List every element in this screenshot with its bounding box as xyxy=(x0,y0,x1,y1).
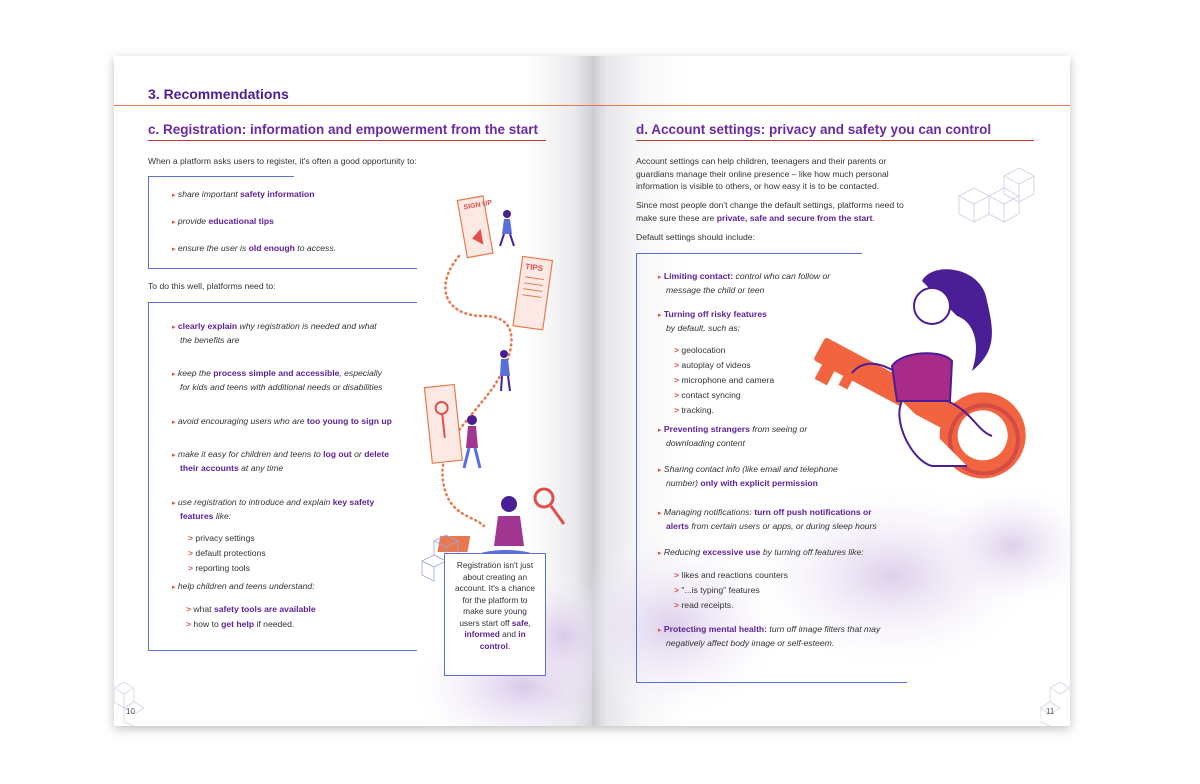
cube-decoration xyxy=(1040,682,1070,726)
sub-item: > tracking. xyxy=(674,405,714,415)
list-item: ▸ Sharing contact info (like email and telephone number) only with explicit permission xyxy=(658,464,838,488)
list-item: ▸ provide educational tips xyxy=(172,216,274,226)
open-booklet xyxy=(114,56,1070,726)
registration-illustration xyxy=(414,186,574,586)
sub-item: > what safety tools are available xyxy=(186,604,316,614)
sub-item: > contact syncing xyxy=(674,390,741,400)
section-title: 3. Recommendations xyxy=(148,86,289,102)
page-number: 11 xyxy=(1046,707,1055,716)
account-intro: Account settings can help children, teenagers and their parents or guardians manage their online presence – like how much personal information is visible to others, or how easy it is to be contacted. xyxy=(636,156,889,191)
sub-item: > "...is typing" features xyxy=(674,585,760,595)
top-rule xyxy=(114,105,592,106)
list-item: ▸ use registration to introduce and explain key safety features like: xyxy=(172,497,375,521)
sub-list xyxy=(186,602,316,632)
page-number: 10 xyxy=(126,707,135,716)
cube-decoration xyxy=(114,682,144,726)
sub-list xyxy=(674,568,788,613)
account-settings-heading: d. Account settings: privacy and safety you can control xyxy=(636,122,992,137)
registration-heading: c. Registration: information and empowerment from the start xyxy=(148,122,539,137)
requirements-box xyxy=(148,302,417,651)
list-item: ▸ Preventing strangers from seeing or downloading content xyxy=(658,424,808,448)
cube-decoration xyxy=(954,166,1044,228)
list-item: ▸ Limiting contact: control who can follow or message the child or teen xyxy=(658,271,831,295)
list-item: ▸ clearly explain why registration is needed and what the benefits are xyxy=(172,321,377,345)
sub-list xyxy=(674,343,774,418)
defaults-paragraph: Since most people don't change the default settings, platforms need to make sure these are private, safe and secure from the start. xyxy=(636,200,904,223)
list-item: ▸ Protecting mental health: turn off image filters that may negatively affect body image or self-esteem. xyxy=(658,624,881,648)
list-item: ▸ make it easy for children and teens to log out or delete their accounts at any time xyxy=(172,449,390,473)
sub-item: > privacy settings xyxy=(188,533,255,543)
sub-item: > reporting tools xyxy=(188,563,250,573)
list-item: ▸ Reducing excessive use by turning off features like: xyxy=(658,547,864,557)
list-item: ▸ avoid encouraging users who are too young to sign up xyxy=(172,416,392,426)
right-page xyxy=(592,56,1070,726)
sub-item: > read receipts. xyxy=(674,600,734,610)
girl-on-key-illustration xyxy=(782,261,1042,531)
sub-item: > microphone and camera xyxy=(674,375,775,385)
registration-intro: When a platform asks users to register, it's often a good opportunity to: xyxy=(148,156,417,166)
sub-item: > geolocation xyxy=(674,345,726,355)
heading-rule xyxy=(636,140,1034,141)
sub-item: > autoplay of videos xyxy=(674,360,751,370)
list-item: ▸ Managing notifications: turn off push notifications or alerts from certain users or apps, or during sleep hours xyxy=(658,507,877,531)
list-item: ▸ Turning off risky features by default, such as: xyxy=(658,309,767,333)
to-do-text: To do this well, platforms need to: xyxy=(148,281,276,291)
list-item: ▸ share important safety information xyxy=(172,189,315,199)
top-rule xyxy=(592,105,1070,106)
sub-list xyxy=(188,531,266,576)
defaults-label: Default settings should include: xyxy=(636,232,755,242)
sub-item: > default protections xyxy=(188,548,266,558)
sub-item: > likes and reactions counters xyxy=(674,570,788,580)
sign-up-label: SIGN UP xyxy=(463,199,493,212)
list-item: ▸ ensure the user is old enough to access. xyxy=(172,243,336,253)
left-page xyxy=(114,56,592,726)
list-item: ▸ help children and teens understand: xyxy=(172,581,315,591)
heading-rule xyxy=(148,140,546,141)
tips-label: TIPS xyxy=(524,261,544,274)
registration-callout: Registration isn't just about creating an account. It's a chance for the platform to make sure young users start off safe, informed and in control. xyxy=(444,553,546,676)
list-item: ▸ keep the process simple and accessible, especially for kids and teens with additional needs or disabilities xyxy=(172,368,383,392)
sub-item: > how to get help if needed. xyxy=(186,619,295,629)
